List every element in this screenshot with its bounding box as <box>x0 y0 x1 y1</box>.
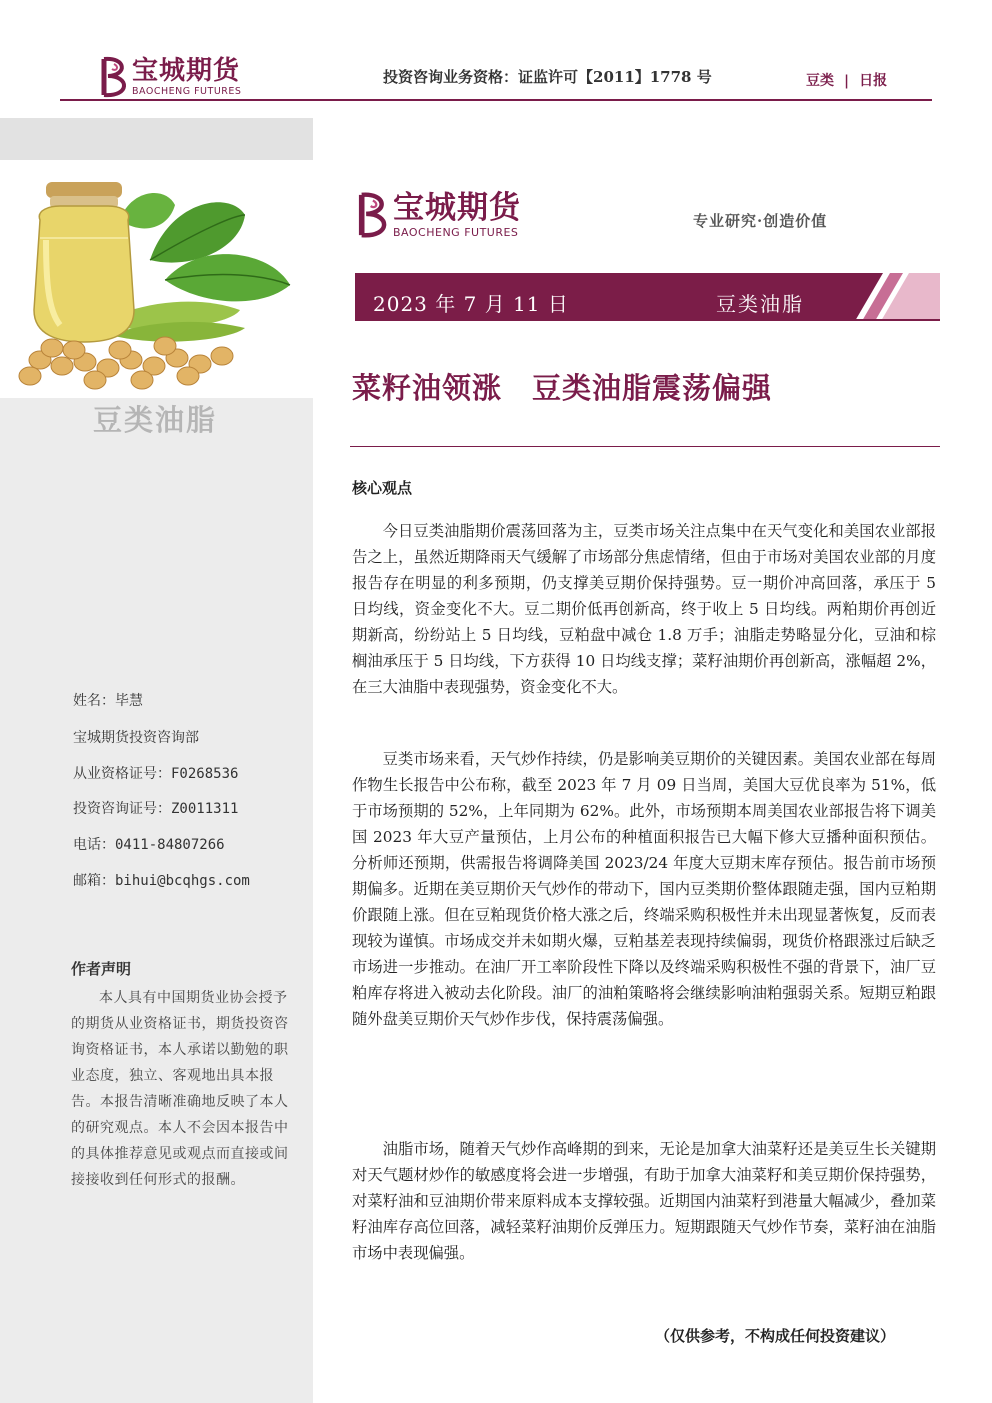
header-divider <box>60 99 932 101</box>
main-logo-en: BAOCHENG FUTURES <box>393 225 519 239</box>
header-logo-cn: 宝城期货 <box>132 55 241 86</box>
qualification-text: 投资咨询业务资格：证监许可【2011】1778 号 <box>383 68 712 86</box>
paragraph-summary: 今日豆类油脂期价震荡回落为主，豆类市场关注点集中在天气变化和美国农业部报告之上，虽然近期降雨天气缓解了市场部分焦虑情绪，但由于市场对美国农业部的月度报告存在明显的利多预期，仍支撑美豆期价保持强势。豆一期价冲高回落，承压于 5 日均线，资金变化不大。豆二期价低再创新高，终于收上 5 日均线。两粕期价再创近期新高，纷纷站上 5 日均线，豆粕盘中减仓 1.8 万手；油脂走势略显分化，豆油和棕榈油承压于 5 日均线，下方获得 10 日均线支撑；菜籽油期价再创新高，涨幅超 2%，在三大油脂中表现强势，资金变化不大。 <box>352 522 936 696</box>
author-email: 邮箱：bihui@bcqhgs.com <box>73 873 250 889</box>
sidebar-top-band <box>0 118 313 160</box>
tag-type: 日报 <box>859 73 888 89</box>
footer-disclaimer: （仅供参考，不构成任何投资建议） <box>655 1327 896 1345</box>
author-phone: 电话：0411-84807266 <box>73 837 225 853</box>
tag-separator: | <box>844 73 850 89</box>
paragraph-soybean-market: 豆类市场来看，天气炒作持续，仍是影响美豆期价的关键因素。美国农业部在每周作物生长报告中公布称，截至 2023 年 7 月 09 日当周，美国大豆优良率为 51%，低于市场预期的 52%，上年同期为 62%。此外，市场预期本周美国农业部报告将下调美国 2023 年大豆产量预估，上月公布的种植面积报告已大幅下修大豆播种面积预估。分析师还预期，供需报告将调降美国 2023/24 年度大豆期末库存预估。报告前市场预期偏多。近期在美豆期价天气炒作的带动下，国内豆类期价整体跟随走强，国内豆粕期价跟随上涨。但在豆粕现货价格大涨之后，终端采购积极性并未出现显著恢复，反而表现较为谨慎。市场成交并未如期火爆，豆粕基差表现持续偏弱，现货价格跟涨过后缺乏市场进一步推动。在油厂开工率阶段性下降以及终端采购积极性不强的背景下，油厂豆粕库存将进入被动去化阶段。油厂的油粕策略将会继续影响油粕强弱关系。短期豆粕跟随外盘美豆期价天气炒作步伐，保持震荡偏强。 <box>352 750 936 1028</box>
sidebar-title: 豆类油脂 <box>93 403 218 437</box>
slogan: 专业研究·创造价值 <box>693 212 828 230</box>
paragraph-oils-market: 油脂市场，随着天气炒作高峰期的到来，无论是加拿大油菜籽还是美豆生长关键期对天气题材炒作的敏感度将会进一步增强，有助于加拿大油菜籽和美豆期价保持强势，对菜籽油和豆油期价带来原料成本支撑较强。近期国内油菜籽到港量大幅减少，叠加菜籽油库存高位回落，减轻菜籽油期价反弹压力。短期跟随天气炒作节奏，菜籽油在油脂市场中表现偏强。 <box>352 1140 936 1262</box>
header-logo <box>98 55 241 99</box>
soybean-oil-jar-icon <box>0 160 313 398</box>
baocheng-logo-icon <box>355 190 393 240</box>
header-tags <box>806 70 887 90</box>
section-heading: 核心观点 <box>352 479 413 497</box>
header-logo-text <box>132 55 242 97</box>
report-date: 2023 年 7 月 11 日 <box>373 292 569 316</box>
article-title: 菜籽油领涨 豆类油脂震荡偏强 <box>352 371 773 405</box>
title-divider <box>350 446 940 447</box>
main-logo-cn: 宝城期货 <box>393 189 521 226</box>
product-image <box>0 160 313 398</box>
header-logo-en: BAOCHENG FUTURES <box>132 85 242 97</box>
tag-product: 豆类 <box>806 73 834 89</box>
report-category: 豆类油脂 <box>716 292 804 316</box>
main-logo-text <box>393 189 521 239</box>
disclaimer-body: 本人具有中国期货业协会授予的期货从业资格证书，期货投资咨询资格证书，本人承诺以勤勉的职业态度，独立、客观地出具本报告。本报告清晰准确地反映了本人的研究观点。本人不会因本报告中的具体推荐意见或观点而直接或间接接收到任何形式的报酬。 <box>71 990 289 1188</box>
author-consulting-no: 投资咨询证号：Z0011311 <box>73 801 239 817</box>
baocheng-logo-icon <box>98 55 132 99</box>
main-logo <box>355 190 521 240</box>
disclaimer-title: 作者声明 <box>71 960 132 978</box>
author-name: 姓名：毕慧 <box>73 693 143 709</box>
author-qualification-no: 从业资格证号：F0268536 <box>73 766 239 782</box>
author-department: 宝城期货投资咨询部 <box>73 730 199 746</box>
